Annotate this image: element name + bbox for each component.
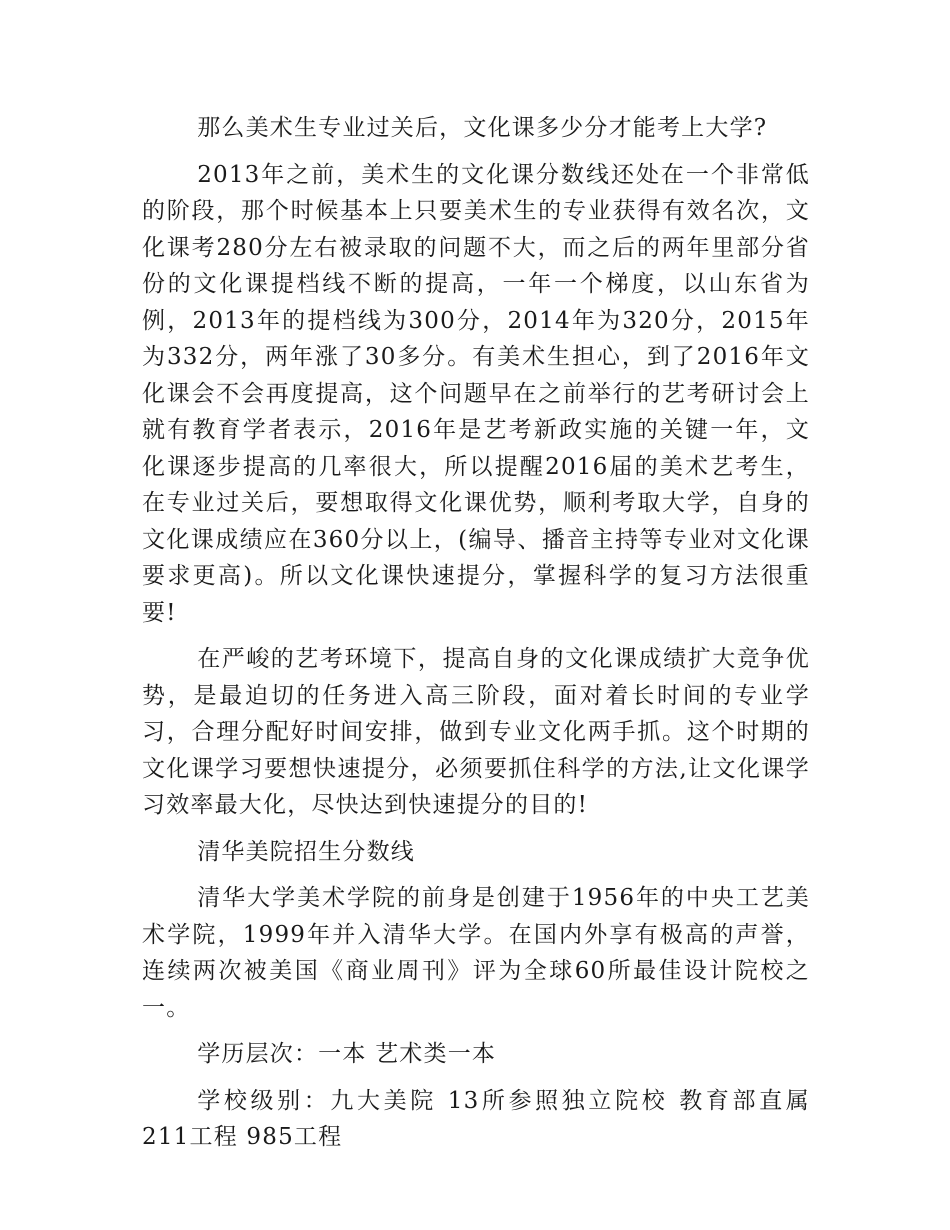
paragraph-score-history: 2013年之前，美术生的文化课分数线还处在一个非常低的阶段，那个时候基本上只要美术生的专业获得有效名次，文化课考280分左右被录取的问题不大，而之后的两年里部分省份的文化课提档线不断的提高，一年一个梯度，以山东省为例，2013年的提档线为300分，2014年为320分，2015年为332分，两年涨了30多分。有美术生担心，到了2016年文化课会不会再度提高，这个问题早在之前举行的艺考研讨会上就有教育学者表示，2016年是艺考新政实施的关键一年，文化课逐步提高的几率很大，所以提醒2016届的美术艺考生，在专业过关后，要想取得文化课优势，顺利考取大学，自身的文化课成绩应在360分以上，(编导、播音主持等专业对文化课要求更高)。所以文化课快速提分，掌握科学的复习方法很重要! xyxy=(142,161,810,626)
paragraph-study-advice: 在严峻的艺考环境下，提高自身的文化课成绩扩大竞争优势，是最迫切的任务进入高三阶段，面对着长时间的专业学习，合理分配好时间安排，做到专业文化两手抓。这个时期的文化课学习要想快速提分，必须要抓住科学的方法,让文化课学习效率最大化，尽快达到快速提分的目的! xyxy=(142,646,810,818)
paragraph-education-level: 学历层次：一本 艺术类一本 xyxy=(197,1041,497,1067)
section-heading-tsinghua: 清华美院招生分数线 xyxy=(197,838,415,865)
paragraph-school-level: 学校级别：九大美院 13所参照独立院校 教育部直属 211工程 985工程 xyxy=(142,1087,810,1150)
paragraph-tsinghua-intro: 清华大学美术学院的前身是创建于1956年的中央工艺美术学院，1999年并入清华大学。在国内外享有极高的声誉，连续两次被美国《商业周刊》评为全球60所最佳设计院校之一。 xyxy=(142,885,810,1021)
document-body xyxy=(142,110,810,1166)
paragraph-question: 那么美术生专业过关后，文化课多少分才能考上大学? xyxy=(197,115,768,141)
